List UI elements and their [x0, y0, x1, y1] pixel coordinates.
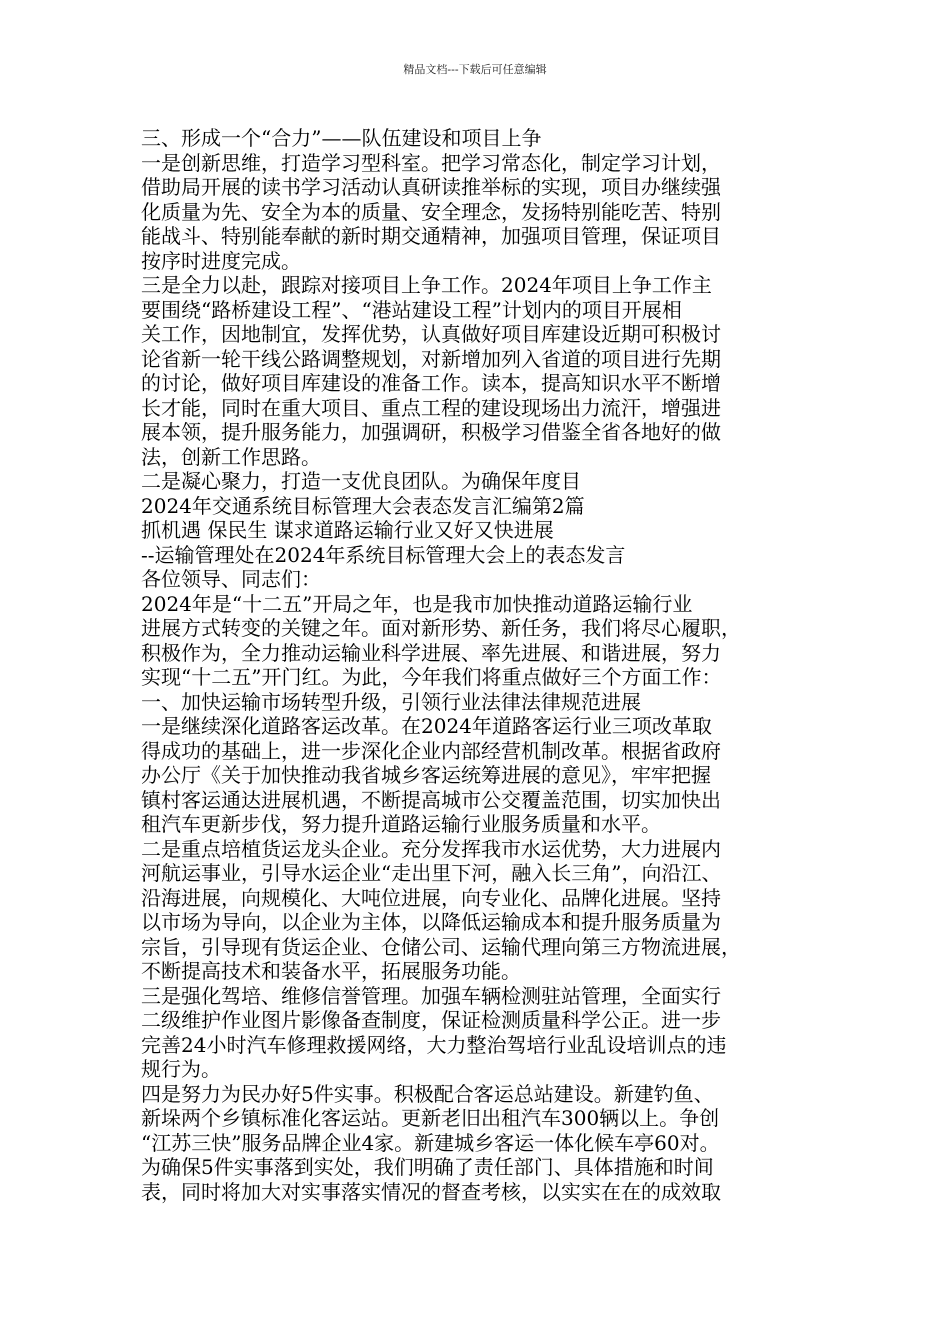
text-line: 法，创新工作思路。 — [141, 444, 321, 469]
text-line: 能战斗、特别能奉献的新时期交通精神，加强项目管理，保证项目 — [141, 224, 721, 248]
text-line: 宗旨，引导现有货运企业、仓储公司、运输代理向第三方物流进展， — [141, 934, 741, 959]
text-line: 长才能，同时在重大项目、重点工程的建设现场出力流汗，增强进 — [141, 395, 721, 420]
text-line: 河航运事业，引导水运企业“走出里下河，融入长三角”，向沿江、 — [141, 861, 722, 885]
text-line: 进展方式转变的关键之年。面对新形势、新任务，我们将尽心履职， — [141, 616, 741, 640]
text-line: 抓机遇 保民生 谋求道路运输行业又好又快进展 — [141, 518, 554, 542]
text-line: 不断提高技术和装备水平，拓展服务功能。 — [141, 959, 521, 983]
text-line: 实现“十二五”开门红。为此，今年我们将重点做好三个方面工作： — [141, 665, 722, 689]
text-line: 二是凝心聚力，打造一支优良团队。为确保年度目 — [141, 469, 581, 493]
text-line: 论省新一轮干线公路调整规划，对新增加列入省道的项目进行先期 — [141, 346, 721, 371]
text-line: 的讨论，做好项目库建设的准备工作。读本，提高知识水平不断增 — [141, 371, 721, 395]
text-line: 一、加快运输市场转型升级，引领行业法律法律规范进展 — [141, 689, 641, 714]
text-line: 化质量为先、安全为本的质量、安全理念，发扬特别能吃苦、特别 — [141, 199, 721, 224]
text-line: 借助局开展的读书学习活动认真研读推举标的实现，项目办继续强 — [141, 175, 721, 199]
text-line: 积极作为，全力推动运输业科学进展、率先进展、和谐进展，努力 — [141, 640, 721, 665]
page-header: 精品文档---下载后可任意编辑 — [403, 63, 547, 76]
text-line: 规行为。 — [141, 1057, 221, 1081]
text-line: 2024年是“十二五”开局之年，也是我市加快推动道路运输行业 — [141, 591, 693, 616]
text-line: 办公厅《关于加快推动我省城乡客运统筹进展的意见》，牢牢把握 — [141, 763, 711, 787]
text-line: 为确保5件实事落到实处，我们明确了责任部门、具体措施和时间 — [141, 1155, 714, 1179]
text-line: 三是强化驾培、维修信誉管理。加强车辆检测驻站管理，全面实行 — [141, 983, 721, 1008]
text-line: 三、形成一个“合力”——队伍建设和项目上争 — [141, 126, 542, 150]
text-line: “江苏三快”服务品牌企业4家。新建城乡客运一体化候车亭60对。 — [141, 1130, 720, 1155]
text-line: 一是继续深化道路客运改革。在2024年道路客运行业三项改革取 — [141, 714, 712, 738]
text-line: 按序时进度完成。 — [141, 248, 301, 273]
text-line: 各位领导、同志们： — [141, 567, 321, 591]
text-line: 2024年交通系统目标管理大会表态发言汇编第2篇 — [141, 493, 585, 518]
text-line: 三是全力以赴，跟踪对接项目上争工作。2024年项目上争工作主 — [141, 273, 712, 297]
text-line: 镇村客运通达进展机遇，不断提高城市公交覆盖范围，切实加快出 — [141, 787, 721, 812]
text-line: 二是重点培植货运龙头企业。充分发挥我市水运优势，大力进展内 — [141, 836, 721, 861]
text-line: 展本领，提升服务能力，加强调研，积极学习借鉴全省各地好的做 — [141, 420, 721, 444]
text-line: 沿海进展，向规模化、大吨位进展，向专业化、品牌化进展。坚持 — [141, 885, 721, 910]
text-line: 租汽车更新步伐，努力提升道路运输行业服务质量和水平。 — [141, 812, 661, 836]
text-line: 关工作，因地制宜，发挥优势，认真做好项目库建设近期可积极讨 — [141, 322, 721, 346]
text-line: 表，同时将加大对实事落实情况的督查考核，以实实在在的成效取 — [141, 1179, 721, 1204]
text-line: 得成功的基础上，进一步深化企业内部经营机制改革。根据省政府 — [141, 738, 721, 763]
text-line: 以市场为导向，以企业为主体，以降低运输成本和提升服务质量为 — [141, 910, 721, 934]
text-line: 二级维护作业图片影像备查制度，保证检测质量科学公正。进一步 — [141, 1008, 721, 1032]
text-line: 完善24小时汽车修理救援网络，大力整治驾培行业乱设培训点的违 — [141, 1032, 727, 1057]
text-line: 新垛两个乡镇标准化客运站。更新老旧出租汽车300辆以上。争创 — [141, 1106, 720, 1130]
text-line: 四是努力为民办好5件实事。积极配合客运总站建设。新建钓鱼、 — [141, 1081, 714, 1106]
document-body — [141, 126, 811, 1204]
text-line: --运输管理处在2024年系统目标管理大会上的表态发言 — [141, 542, 626, 567]
text-line: 一是创新思维，打造学习型科室。把学习常态化，制定学习计划， — [141, 150, 721, 175]
text-line: 要围绕“路桥建设工程”、“港站建设工程”计划内的项目开展相 — [141, 297, 682, 322]
